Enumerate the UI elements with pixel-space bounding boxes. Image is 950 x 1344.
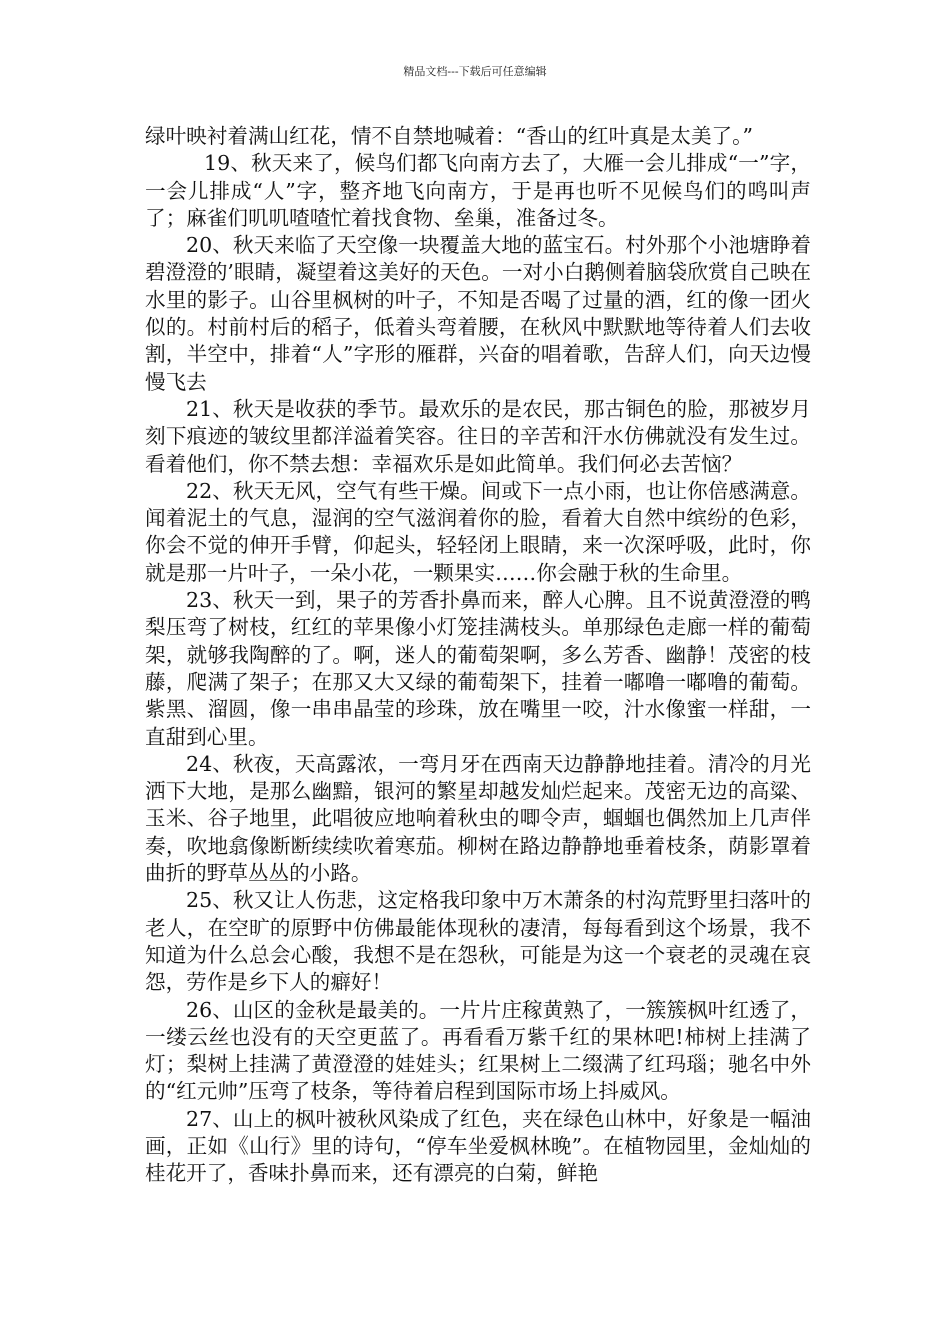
paragraph-23: 23、秋天一到，果子的芳香扑鼻而来，醉人心脾。且不说黄澄澄的鸭梨压弯了树枝，红红的苹果像小灯笼挂满枝头。单那绿色走廊一样的葡萄架，就够我陶醉的了。啊，迷人的葡萄架啊，多么芳香、幽静！茂密的枝藤，爬满了架子；在那又大又绿的葡萄架下，挂着一嘟噜一嘟噜的葡萄。紫黑、溜圆，像一串串晶莹的珍珠，放在嘴里一咬，汁水像蜜一样甜，一直甜到心里。	[145, 588, 811, 749]
paragraph-25: 25、秋又让人伤悲，这定格我印象中万木萧条的村沟荒野里扫落叶的老人，在空旷的原野中仿佛最能体现秋的凄清，每每看到这个场景，我不知道为什么总会心酸，我想不是在怨秋，可能是为这一个衰老的灵魂在哀怨，劳作是乡下人的癖好！	[145, 888, 811, 995]
paragraph-20: 20、秋天来临了天空像一块覆盖大地的蓝宝石。村外那个小池塘睁着碧澄澄的’眼睛，凝望着这美好的天色。一对小白鹅侧着脑袋欣赏自己映在水里的影子。山谷里枫树的叶子，不知是否喝了过量的酒，红的像一团火似的。村前村后的稻子，低着头弯着腰，在秋风中默默地等待着人们去收割，半空中，排着“人”字形的雁群，兴奋的唱着歌，告辞人们，向天边慢慢飞去	[145, 233, 811, 394]
paragraph-24: 24、秋夜，天高露浓，一弯月牙在西南天边静静地挂着。清冷的月光洒下大地，是那么幽黯，银河的繁星却越发灿烂起来。茂密无边的高粱、玉米、谷子地里，此唱彼应地响着秋虫的唧令声，蝈蝈也偶然加上几声伴奏，吹地翕像断断续续吹着寒茄。柳树在路边静静地垂着枝条，荫影罩着曲折的野草丛丛的小路。	[145, 751, 811, 886]
paragraph-26: 26、山区的金秋是最美的。一片片庄稼黄熟了，一簇簇枫叶红透了，一缕云丝也没有的天空更蓝了。再看看万紫千红的果林吧!柿树上挂满了灯；梨树上挂满了黄澄澄的娃娃头；红果树上二缀满了红玛瑙；驰名中外的“红元帅”压弯了枝条，等待着启程到国际市场上抖威风。	[145, 997, 811, 1104]
paragraph-21: 21、秋天是收获的季节。最欢乐的是农民，那古铜色的脸，那被岁月刻下痕迹的皱纹里都洋溢着笑容。往日的辛苦和汗水仿佛就没有发生过。看着他们，你不禁去想：幸福欢乐是如此简单。我们何必去苦恼？	[145, 396, 811, 476]
paragraph-19: 19、秋天来了，候鸟们都飞向南方去了，大雁一会儿排成“一”字，一会儿排成“人”字，整齐地飞向南方，于是再也听不见候鸟们的鸣叫声了；麻雀们叽叽喳喳忙着找食物、垒巢，准备过冬。	[145, 151, 811, 230]
paragraph-22: 22、秋天无风，空气有些干燥。间或下一点小雨，也让你倍感满意。闻着泥土的气息，湿润的空气滋润着你的脸，看着大自然中缤纷的色彩，你会不觉的伸开手臂，仰起头，轻轻闭上眼睛，来一次深呼吸，此时，你就是那一片叶子，一朵小花，一颗果实……你会融于秋的生命里。	[145, 478, 811, 585]
paragraph-27: 27、山上的枫叶被秋风染成了红色，夹在绿色山林中，好象是一幅油画，正如《山行》里的诗句，“停车坐爱枫林晚”。在植物园里，金灿灿的桂花开了，香味扑鼻而来，还有漂亮的白菊，鲜艳	[145, 1106, 811, 1186]
paragraph-continuation: 绿叶映衬着满山红花，情不自禁地喊着：“香山的红叶真是太美了。”	[145, 124, 753, 148]
page-header: 精品文档---下载后可任意编辑	[403, 65, 547, 78]
document-body	[145, 123, 811, 1188]
